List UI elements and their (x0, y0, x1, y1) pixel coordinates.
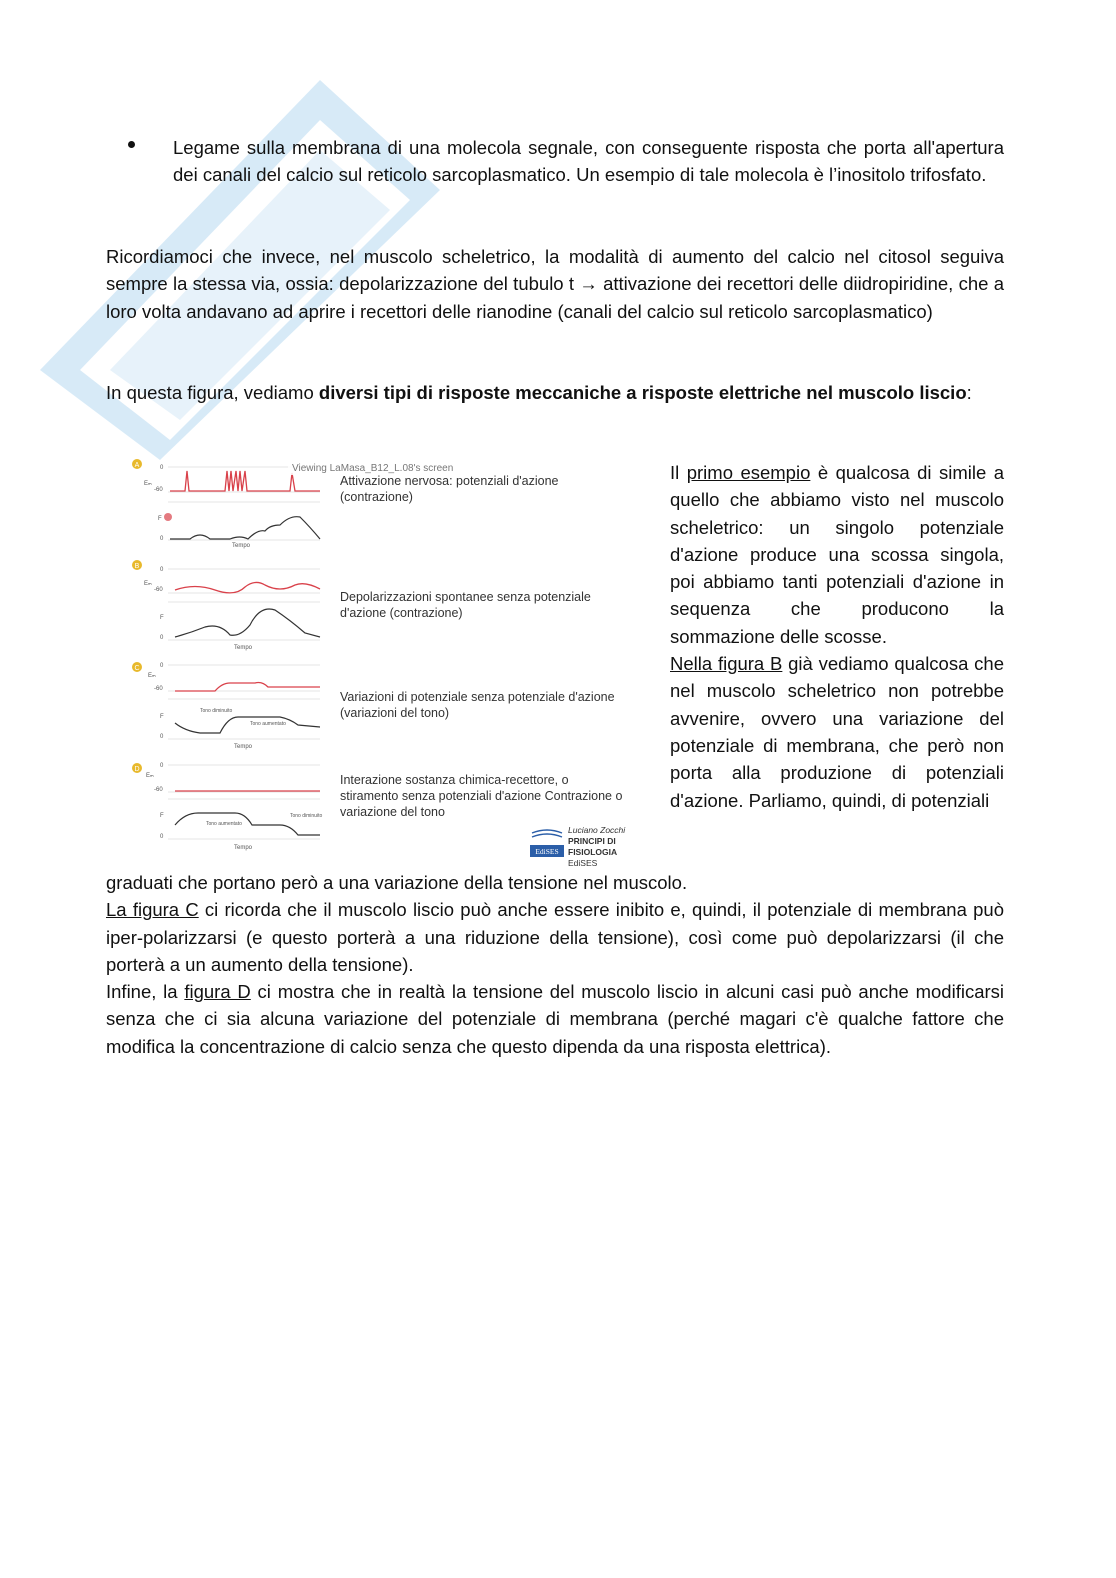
trace-potential-c (175, 683, 320, 692)
axis-zero-d: 0 (160, 763, 164, 769)
axis-zero-c: 0 (160, 663, 164, 669)
axis-zero-f-d: 0 (160, 834, 164, 840)
link-figura-d: figura D (184, 981, 251, 1003)
side-paragraph-first-example: Il primo esempio è qualcosa di simile a quello che abbiamo visto nel muscolo scheletrico: un singolo potenziale d'azione produce una scossa singola, poi abbiamo tanti potenziali d'azione in sequenza che producono la sommazione delle scosse. (670, 462, 1005, 647)
tone-label-c-high: Tono aumentato (250, 721, 286, 727)
figure-credit (568, 825, 648, 869)
bullet-point (128, 141, 135, 148)
side-column-text (670, 459, 1004, 814)
caption-c: Variazioni di potenziale senza potenziale d'azione (variazioni del tono) (340, 690, 615, 720)
axis-zero-f-c: 0 (160, 734, 164, 740)
axis-em-c: Eₘ (148, 673, 156, 679)
axis-time-a: Tempo (232, 543, 251, 549)
caption-d: Interazione sostanza chimica-recettore, o stiramento senza potenziali d'azione Contrazione o variazione del tono (340, 773, 623, 819)
tone-label-d-low: Tono diminuito (290, 813, 323, 819)
axis-em-b: Eₘ (144, 581, 152, 587)
arrow-icon: → (579, 273, 598, 295)
axis-em-d: Eₘ (146, 773, 154, 779)
axis-time-b: Tempo (234, 645, 253, 651)
axis-time-d: Tempo (234, 845, 253, 851)
trace-potential-b (175, 582, 320, 592)
axis-f-c: F (160, 714, 164, 720)
panel-letter-a: A (134, 462, 140, 469)
axis-f-d: F (160, 813, 164, 819)
bullet-text: Legame sulla membrana di una molecola segnale, con conseguente risposta che porta all'apertura dei canali del calcio sul reticolo sarcoplasmatico. Un esempio di tale molecola è l’inositolo trifosfato. (173, 137, 1004, 186)
paragraph-figure-d: Infine, la figura D ci mostra che in realtà la tensione del muscolo liscio in alcuni casi può anche modificarsi senza che ci sia alcuna variazione del potenziale di membrana (perché magari c'è qualche fattore che modifica la concentrazione di calcio senza che questo dipenda da una risposta elettrica). (106, 981, 1004, 1057)
panel-letter-d: D (134, 766, 140, 773)
axis-minus60-d: -60 (154, 787, 163, 793)
axis-zero-b: 0 (160, 567, 164, 573)
credit-author: Luciano Zocchi (568, 825, 626, 835)
tone-label-c-low: Tono diminuito (200, 708, 233, 714)
axis-minus60-a: -60 (154, 487, 163, 493)
axis-zero-f-b: 0 (160, 635, 164, 641)
axis-zero-a: 0 (160, 465, 164, 471)
credit-publisher: EdiSES (568, 858, 598, 868)
paragraph-figure-c: La figura C ci ricorda che il muscolo liscio può anche essere inibito e, quindi, il potenziale di membrana può iper-polarizzarsi (e questo porterà a una riduzione della tensione), così come può depolarizzarsi (il che porterà a un aumento della tensione). (106, 899, 1004, 975)
tone-label-d-high: Tono aumentato (206, 821, 242, 827)
link-primo-esempio: primo esempio (686, 462, 811, 483)
axis-f-a: F (158, 516, 162, 522)
screen-share-banner: Viewing LaMasa_B12_L.08's screen (288, 462, 457, 475)
marker-dot-a (164, 513, 172, 521)
panel-letter-b: B (134, 563, 140, 570)
axis-em-a: Eₘ (144, 481, 152, 487)
paragraph-figure-intro: In questa figura, vediamo diversi tipi di risposte meccaniche a risposte elettriche nel muscolo liscio: (106, 382, 972, 403)
publisher-logo-icon (530, 827, 564, 857)
trace-force-b (175, 609, 320, 637)
axis-minus60-c: -60 (154, 686, 163, 692)
side-paragraph-figure-b: Nella figura B già vediamo qualcosa che nel muscolo scheletrico non potrebbe avvenire, ovvero una variazione del potenziale di membrana, che però non porta alla produzione di potenziali d'azione. Parliamo, quindi, di potenziali (670, 653, 1004, 811)
paragraph-figures-c-d (106, 869, 1004, 1060)
caption-b: Depolarizzazioni spontanee senza potenziale d'azione (contrazione) (340, 590, 591, 620)
paragraph-skeletal-calcium: Ricordiamoci che invece, nel muscolo scheletrico, la modalità di aumento del calcio nel citosol seguiva sempre la stessa via, ossia: depolarizzazione del tubulo t → attivazione dei recettori delle diidropiridine, che a loro volta andavano ad aprire i recettori delle rianodine (canali del calcio sul reticolo sarcoplasmatico) (106, 246, 1004, 322)
axis-time-c: Tempo (234, 744, 253, 750)
axis-zero-f-a: 0 (160, 536, 164, 542)
axis-f-b: F (160, 615, 164, 621)
panel-letter-c: C (134, 665, 140, 672)
credit-book: PRINCIPI DI FISIOLOGIA (568, 836, 618, 857)
link-figura-c: La figura C (106, 899, 199, 921)
link-figura-b: Nella figura B (670, 653, 783, 675)
trace-force-a (170, 517, 320, 539)
caption-a: Attivazione nervosa: potenziali d'azione (contrazione) (340, 474, 559, 504)
publisher-logo (530, 827, 564, 857)
publisher-logo-text: EdiSES (535, 847, 559, 856)
trace-force-c (175, 717, 320, 733)
axis-minus60-b: -60 (154, 587, 163, 593)
figure-smooth-muscle-responses (130, 455, 650, 868)
line-graduated-potentials: graduati che portano però a una variazione della tensione nel muscolo. (106, 872, 688, 893)
